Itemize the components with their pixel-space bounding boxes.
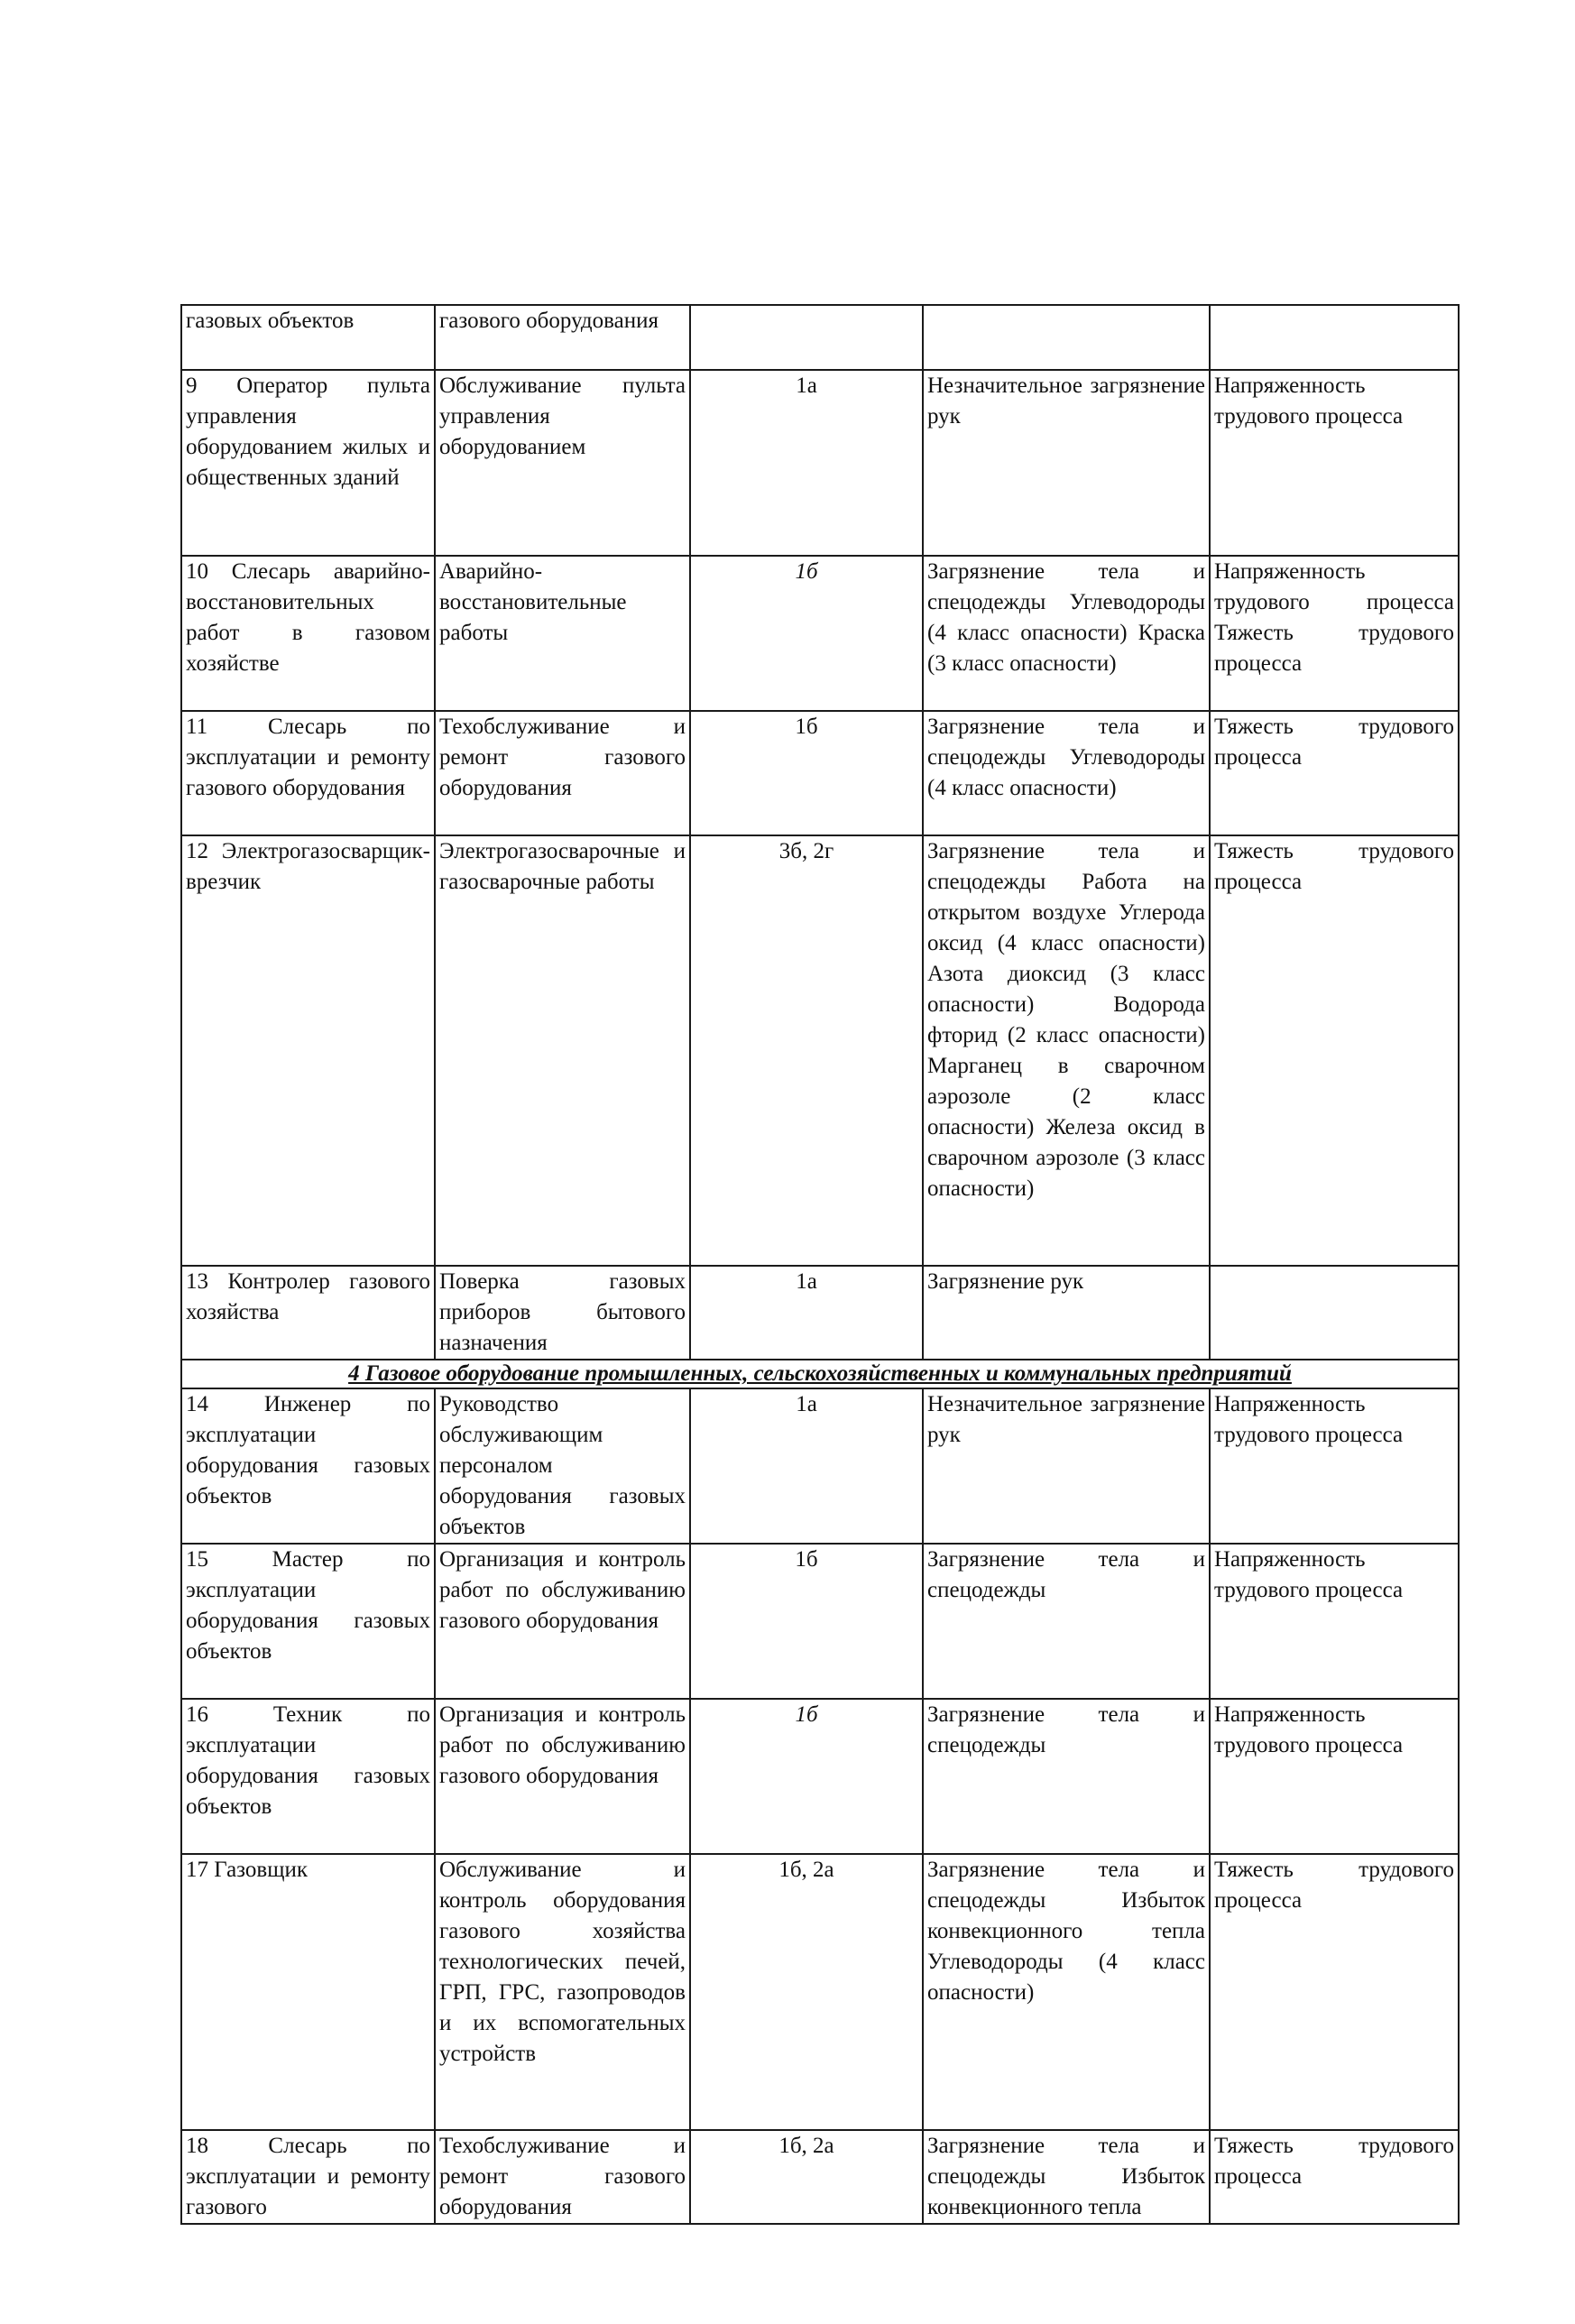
work-type-cell: Организация и контроль работ по обслуживанию газового оборудования — [435, 1544, 690, 1699]
process-cell — [1210, 1266, 1459, 1360]
process-cell: Напряженность трудового процесса — [1210, 370, 1459, 556]
process-cell: Напряженность трудового процесса — [1210, 1388, 1459, 1544]
process-cell: Тяжесть трудового процесса — [1210, 835, 1459, 1266]
work-type-cell: Обслуживание и контроль оборудования газового хозяйства технологических печей, ГРП, ГРС, газопроводов и их вспомогательных устройств — [435, 1854, 690, 2130]
category-cell: 1а — [690, 1266, 923, 1360]
factors-cell: Загрязнение тела и спецодежды Углеводороды (4 класс опасности) — [923, 711, 1210, 835]
category-cell — [690, 305, 923, 370]
process-cell — [1210, 305, 1459, 370]
profession-cell: газовых объектов — [181, 305, 435, 370]
process-cell: Напряженность трудового процесса Тяжесть трудового процесса — [1210, 556, 1459, 711]
factors-cell: Загрязнение тела и спецодежды Избыток конвекционного тепла Углеводороды (4 класс опасности) — [923, 1854, 1210, 2130]
work-type-cell: Электрогазосварочные и газосварочные работы — [435, 835, 690, 1266]
process-cell: Тяжесть трудового процесса — [1210, 711, 1459, 835]
profession-cell: 16 Техник по эксплуатации оборудования газовых объектов — [181, 1699, 435, 1854]
table-row — [181, 370, 1459, 556]
table-row — [181, 1266, 1459, 1360]
category-cell: 1а — [690, 1388, 923, 1544]
factors-cell: Загрязнение тела и спецодежды — [923, 1699, 1210, 1854]
category-cell: 1б — [690, 1544, 923, 1699]
category-cell: 1б — [690, 711, 923, 835]
factors-cell: Загрязнение тела и спецодежды Избыток конвекционного тепла — [923, 2130, 1210, 2224]
profession-cell: 9 Оператор пульта управления оборудованием жилых и общественных зданий — [181, 370, 435, 556]
category-cell: 1б — [690, 556, 923, 711]
table-row — [181, 2130, 1459, 2224]
work-type-cell: Аварийно-восстановительные работы — [435, 556, 690, 711]
table-row — [181, 1854, 1459, 2130]
factors-cell: Загрязнение тела и спецодежды — [923, 1544, 1210, 1699]
table-row — [181, 1699, 1459, 1854]
section-heading: 4 Газовое оборудование промышленных, сельскохозяйственных и коммунальных предприятий — [181, 1360, 1459, 1388]
work-type-cell: Техобслуживание и ремонт газового оборудования — [435, 2130, 690, 2224]
process-cell: Тяжесть трудового процесса — [1210, 1854, 1459, 2130]
factors-cell: Незначительное загрязнение рук — [923, 370, 1210, 556]
work-type-cell: Руководство обслуживающим персоналом оборудования газовых объектов — [435, 1388, 690, 1544]
profession-cell: 17 Газовщик — [181, 1854, 435, 2130]
work-type-cell: Техобслуживание и ремонт газового оборудования — [435, 711, 690, 835]
category-cell: 1а — [690, 370, 923, 556]
factors-cell: Загрязнение тела и спецодежды Работа на открытом воздухе Углерода оксид (4 класс опасности) Азота диоксид (3 класс опасности) Водорода фторид (2 класс опасности) Марганец в сварочном аэрозоле (2 класс опасности) Железа оксид в сварочном аэрозоле (3 класс опасности) — [923, 835, 1210, 1266]
factors-cell: Незначительное загрязнение рук — [923, 1388, 1210, 1544]
section-heading-row — [181, 1360, 1459, 1388]
work-type-cell: Поверка газовых приборов бытового назначения — [435, 1266, 690, 1360]
table-row — [181, 1388, 1459, 1544]
process-cell: Напряженность трудового процесса — [1210, 1544, 1459, 1699]
profession-cell: 18 Слесарь по эксплуатации и ремонту газового — [181, 2130, 435, 2224]
hazard-table — [180, 304, 1460, 2225]
profession-cell: 10 Слесарь аварийно-восстановительных работ в газовом хозяйстве — [181, 556, 435, 711]
table-row — [181, 835, 1459, 1266]
work-type-cell: газового оборудования — [435, 305, 690, 370]
table-row — [181, 556, 1459, 711]
table-row — [181, 1544, 1459, 1699]
category-cell: 1б, 2а — [690, 1854, 923, 2130]
profession-cell: 12 Электрогазосварщик-врезчик — [181, 835, 435, 1266]
table-row — [181, 711, 1459, 835]
factors-cell: Загрязнение тела и спецодежды Углеводороды (4 класс опасности) Краска (3 класс опасности) — [923, 556, 1210, 711]
category-cell: 3б, 2г — [690, 835, 923, 1266]
table-row — [181, 305, 1459, 370]
profession-cell: 15 Мастер по эксплуатации оборудования газовых объектов — [181, 1544, 435, 1699]
work-type-cell: Организация и контроль работ по обслуживанию газового оборудования — [435, 1699, 690, 1854]
factors-cell — [923, 305, 1210, 370]
factors-cell: Загрязнение рук — [923, 1266, 1210, 1360]
profession-cell: 14 Инженер по эксплуатации оборудования газовых объектов — [181, 1388, 435, 1544]
process-cell: Напряженность трудового процесса — [1210, 1699, 1459, 1854]
process-cell: Тяжесть трудового процесса — [1210, 2130, 1459, 2224]
profession-cell: 11 Слесарь по эксплуатации и ремонту газового оборудования — [181, 711, 435, 835]
profession-cell: 13 Контролер газового хозяйства — [181, 1266, 435, 1360]
category-cell: 1б, 2а — [690, 2130, 923, 2224]
category-cell: 1б — [690, 1699, 923, 1854]
work-type-cell: Обслуживание пульта управления оборудованием — [435, 370, 690, 556]
